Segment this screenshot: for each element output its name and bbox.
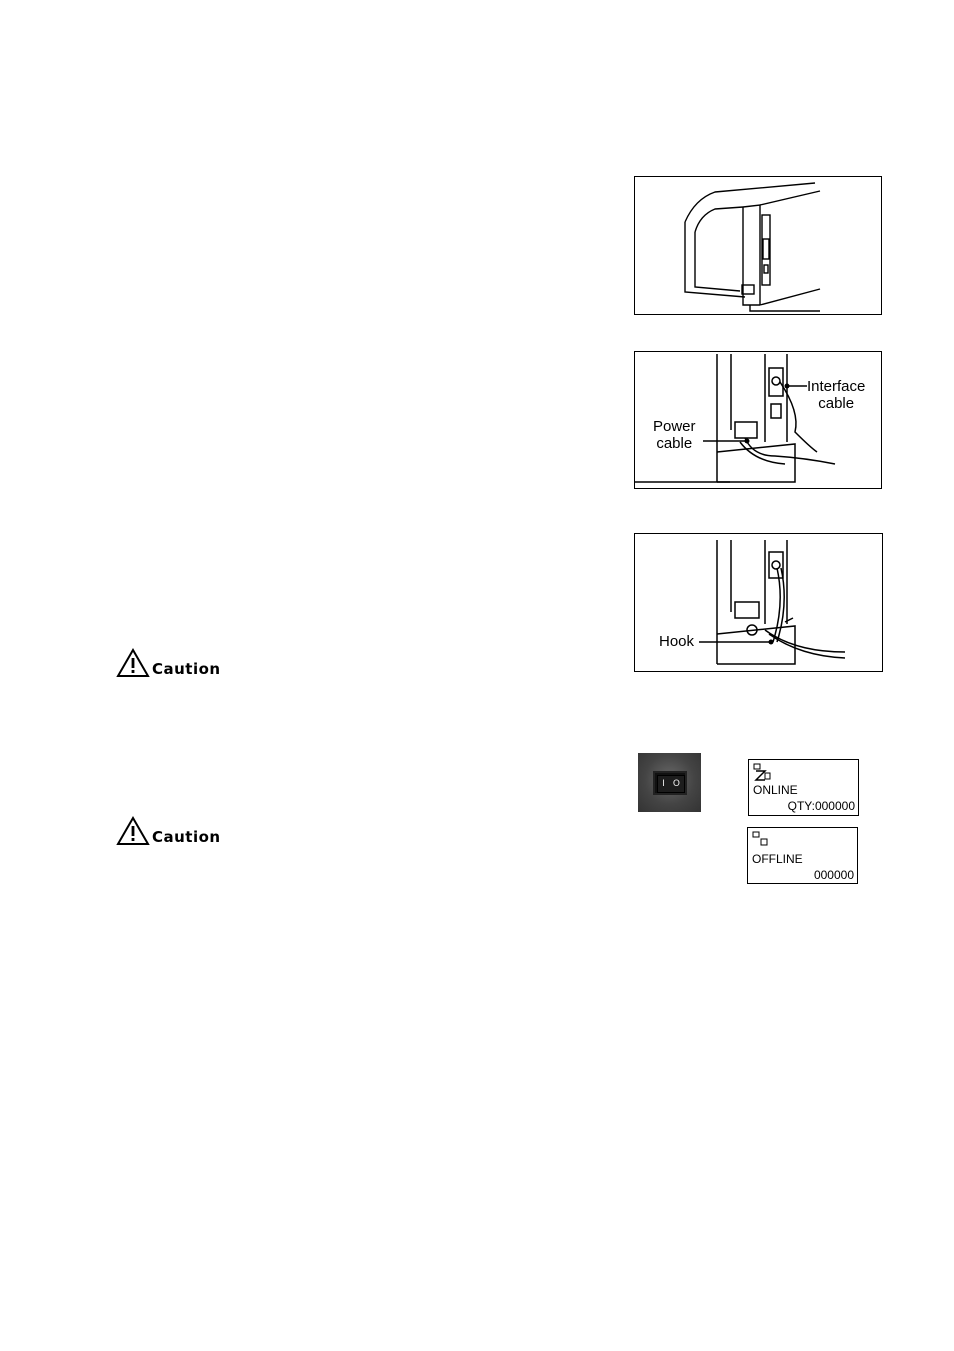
power-switch-photo: [638, 753, 701, 812]
online-status-text: ONLINE: [753, 783, 798, 797]
online-qty-text: QTY:000000: [787, 799, 855, 813]
caution-label: Caution: [152, 660, 221, 678]
cable-connection-figure: [634, 351, 882, 489]
caution-label: Caution: [152, 828, 221, 846]
caution-notice-1: [116, 648, 221, 678]
warning-triangle-icon: [116, 648, 150, 678]
hook-label: Hook: [659, 633, 695, 650]
status-icons: [753, 763, 771, 781]
offline-count-text: 000000: [813, 868, 854, 882]
power-cable-label: Power cable: [653, 418, 696, 452]
status-icons: [752, 831, 770, 847]
lcd-offline-display: [747, 827, 858, 884]
offline-status-text: OFFLINE: [752, 852, 803, 866]
cable-hook-figure: [634, 533, 883, 672]
switch-on-symbol: I: [662, 779, 665, 789]
switch-off-symbol: O: [672, 779, 680, 789]
warning-triangle-icon: [116, 816, 150, 846]
caution-notice-2: [116, 816, 221, 846]
power-switch: [653, 771, 687, 795]
printer-rear-figure: [634, 176, 882, 315]
lcd-online-display: [748, 759, 859, 816]
interface-cable-label: Interface cable: [807, 378, 866, 412]
